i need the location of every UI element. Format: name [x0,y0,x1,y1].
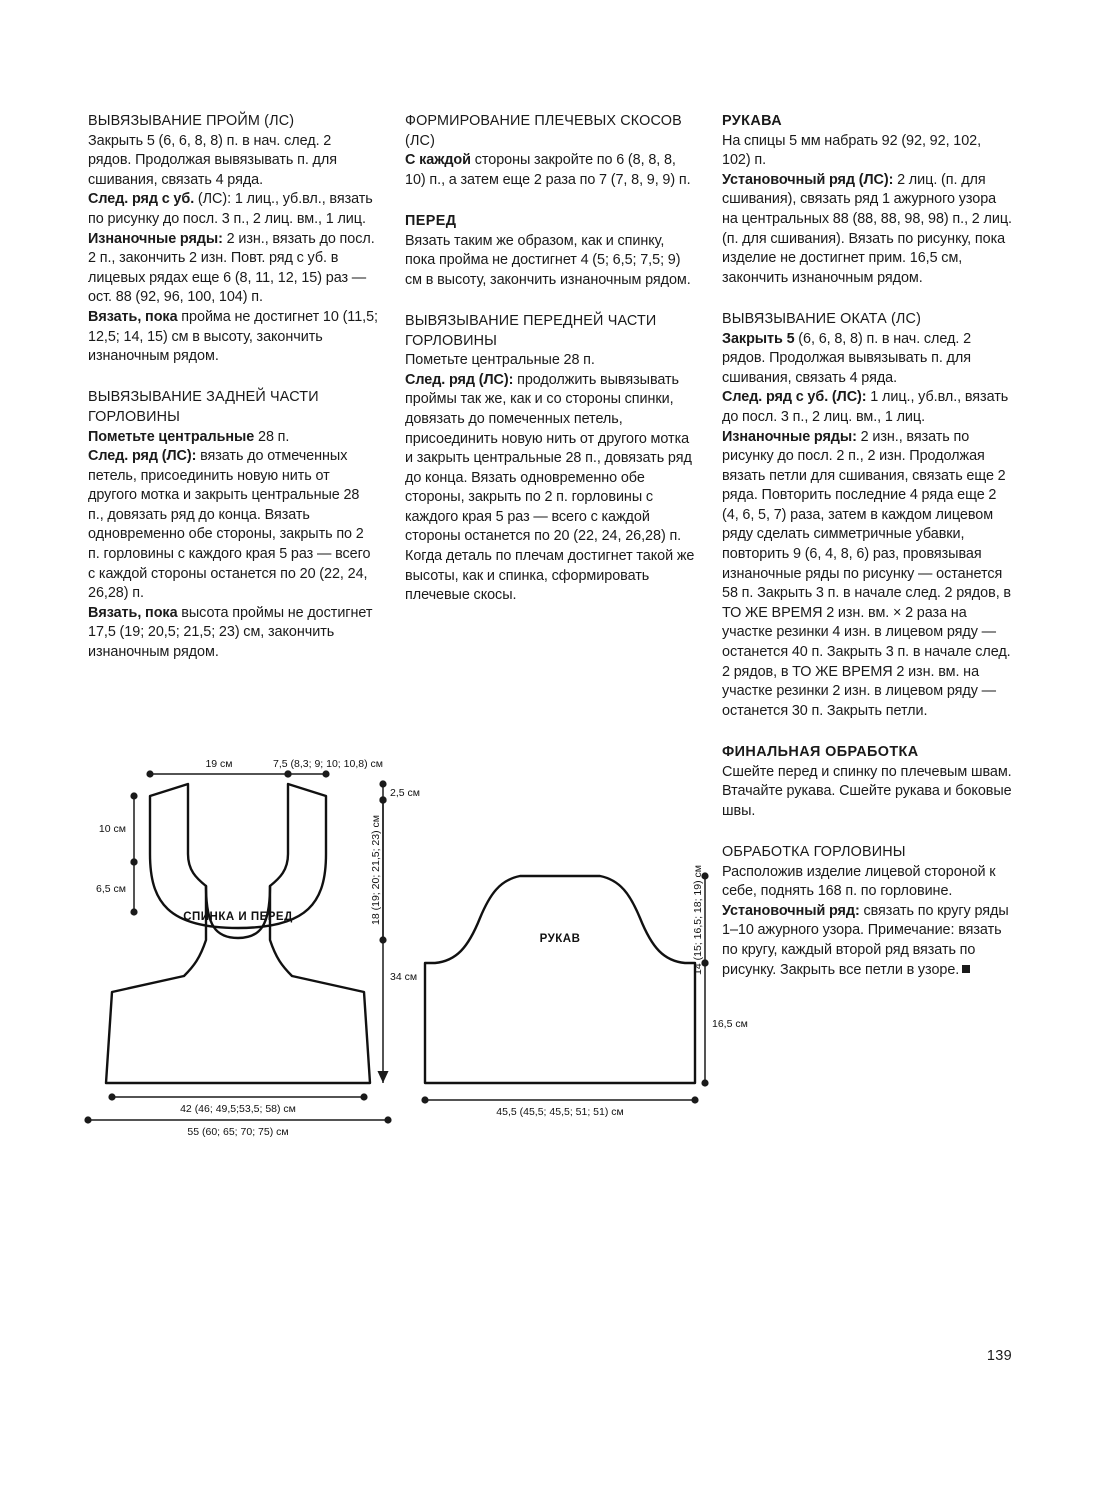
paragraph-lead: С каждой [405,152,471,169]
section-heading: ВЫВЯЗЫВАНИЕ ОКАТА (ЛС) [722,310,922,327]
paragraph-text: вязать до отмеченных петель, присоединить новую нить от другого мотка и закрыть центральные 28 п., довязать ряд до конца. Вязать одновременно обе стороны, закрыть по 2 п. горловины с каждого края 5 раз — всего с каждой стороны останется по 20 (22, 24, 26,28) п. [88,448,371,602]
paragraph-lead: Вязать, пока [88,604,178,621]
paragraph-text: Расположив изделие лицевой стороной к себе, поднять 168 п. по горловине. [722,863,996,900]
section-back-neck [88,388,378,662]
paragraph [88,428,378,448]
paragraph-text: Закрыть 5 (6, 6, 8, 8) п. в нач. след. 2 рядов. Продолжая вывязывать п. для сшивания, связать 4 ряда. [88,132,337,188]
paragraph [88,132,378,191]
section-heading: ПЕРЕД [405,212,457,229]
paragraph-lead: Изнаночные ряды: [722,428,857,445]
schematic-diagrams [88,752,748,1152]
paragraph [405,371,695,606]
paragraph [88,604,378,663]
paragraph-text: 28 п. [254,428,290,445]
dim-hem-width: 55 (60; 65; 70; 75) см [187,1126,289,1138]
page-number: 139 [986,1348,1012,1364]
dim-sleeve-length: 16,5 см [712,1018,748,1030]
section-heading: ОБРАБОТКА ГОРЛОВИНЫ [722,843,906,860]
section-spacer [405,192,695,212]
body-outline [106,784,370,1083]
paragraph-text: (ЛС): 1 лиц., уб.вл., вязать по рисунку до посл. 3 п., 2 лиц. вм., 1 лиц. [88,191,373,227]
section-sleeves [722,112,1013,288]
paragraph-text: связать по кругу ряды 1–10 ажурного узора. Примечание: вязать по кругу, каждый второй ряд вязать по рисунку. Закрыть все петли в узоре. [722,902,1009,978]
paragraph-text: продолжить вывязывать проймы так же, как и со стороны спинки, довязать до помеченных петель, присоединить новую нить от другого мотка и закрыть центральные 28 п., довязать ряд до конца. Вязать одновременно обе стороны, закрыть по 2 п. горловины с каждого края 5 раз — всего с каждой стороны останется по 20 (22, 24, 26,28) п. Когда деталь по плечам достигнет такой же высоты, как и спинка, сформировать плечевые скосы. [405,371,695,604]
paragraph-text: 2 изн., вязать по рисунку до посл. 2 п., 2 изн. Продолжая вязать петли для сшивания, связать еще 2 ряда. Повторить последние 4 ряда еще 2 (4, 6, 5, 7) раза, затем в каждом лицевом ряду сделать симметричные убавки, повторить 9 (6, 4, 8, 6) раз, провязывая изнаночные ряды по рисунку — останется 58 п. Закрыть 3 п. в начале след. 2 рядов, в ТО ЖЕ ВРЕМЯ 2 изн. вм. × 2 раза на участке резинки 4 изн. в лицевом ряду — останется 40 п. Закрыть 3 п. в начале след. 2 рядов, в ТО ЖЕ ВРЕМЯ 2 изн. вм. на участке резинки 2 изн. в лицевом ряду — останется 30 п. Закрыть петли. [722,428,1011,719]
paragraph [405,232,695,291]
section-sleeve-cap [722,310,1013,721]
paragraph-text: высота проймы не достигнет 17,5 (19; 20,5; 21,5; 23) см, закончить изнаночным рядом. [88,604,373,661]
dim-shoulder-width: 7,5 (8,3; 9; 10; 10,8) см [273,758,383,770]
paragraph-text: 2 лиц. (п. для сшивания), связать ряд 1 ажурного узора на центральных 88 (88, 88, 98, 98) п., 2 лиц. (п. для сшивания). Вязать по рисунку, пока изделие не достигнет прим. 16,5 см, закончить изнаночным рядом. [722,171,1012,286]
section-neckband [722,843,1013,980]
dim-upper-width: 42 (46; 49,5;53,5; 58) см [180,1103,296,1115]
paragraph-lead: След. ряд с уб. (ЛС): [722,389,867,406]
paragraph-lead: Установочный ряд (ЛС): [722,171,894,188]
paragraph [722,763,1013,822]
paragraph [88,308,378,367]
section-heading: РУКАВА [722,113,783,129]
paragraph-text: 2 изн., вязать до посл. 2 п., закончить 2 изн. Повт. ряд с уб. в лицевых рядах еще 6 (8, 11, 12, 15) раз — ост. 88 (92, 96, 100, 104) п. [88,230,375,306]
sleeve-schematic [425,865,748,1118]
dim-armhole-height: 18 (19; 20; 21,5; 23) см [370,815,382,925]
section-front [405,212,695,290]
section-shoulder-shaping [405,112,695,190]
section-heading: ФОРМИРОВАНИЕ ПЛЕЧЕВЫХ СКОСОВ (ЛС) [405,113,682,149]
paragraph-lead: Установочный ряд: [722,902,860,919]
paragraph-text: 1 лиц., уб.вл., вязать до посл. 3 п., 2 лиц. вм., 1 лиц. [722,389,1009,425]
body-schematic [88,758,420,1138]
paragraph-lead: След. ряд (ЛС): [405,371,514,388]
paragraph [722,388,1013,427]
section-spacer [722,823,1013,843]
paragraph-lead: Закрыть 5 [722,330,795,347]
section-spacer [405,292,695,312]
section-heading: ВЫВЯЗЫВАНИЕ ЗАДНЕЙ ЧАСТИ ГОРЛОВИНЫ [88,389,319,425]
column-3 [722,112,1013,982]
dim-body-length: 34 см [390,971,418,983]
paragraph [88,190,378,229]
paragraph-text: (6, 6, 8, 8) п. в нач. след. 2 рядов. Продолжая вывязывать п. для сшивания, связать 4 ряда. [722,330,972,386]
paragraph [722,902,1013,980]
paragraph-lead: Изнаночные ряды: [88,230,223,247]
dim-shoulder-slope: 2,5 см [390,787,420,799]
dim-armhole-depth: 10 см [98,823,126,835]
paragraph [722,330,1013,389]
column-1 [88,112,378,665]
section-spacer [722,723,1013,743]
paragraph [722,428,1013,722]
section-front-neck [405,312,695,606]
paragraph [722,863,1013,902]
paragraph-text: стороны закройте по 6 (8, 8, 8, 10) п., а затем еще 2 раза по 7 (7, 8, 9, 9) п. [405,152,691,188]
paragraph [405,151,695,190]
paragraph-text: Пометьте центральные 28 п. [405,352,595,369]
sleeve-outline [425,876,695,1083]
dim-neck-depth: 6,5 см [96,883,126,895]
paragraph-lead: След. ряд (ЛС): [88,448,197,465]
paragraph [722,132,1013,171]
paragraph [88,230,378,308]
section-spacer [88,369,378,389]
end-of-article-mark [962,965,970,973]
paragraph-text: Вязать таким же образом, как и спинку, пока пройма не достигнет 4 (5; 6,5; 7,5; 9) см в высоту, закончить изнаночным рядом. [405,232,691,288]
dim-cap-height: 14 (15; 16,5; 18; 19) см [692,865,704,975]
paragraph-lead: Пометьте центральные [88,428,255,445]
paragraph-text: пройма не достигнет 10 (11,5; 12,5; 14, 15) см в высоту, закончить изнаночным рядом. [88,308,378,365]
section-spacer [722,290,1013,310]
paragraph-lead: След. ряд с уб. [88,191,195,208]
section-armholes [88,112,378,367]
paragraph [722,171,1013,289]
column-2 [405,112,695,608]
section-finishing [722,743,1013,821]
section-heading: ФИНАЛЬНАЯ ОБРАБОТКА [722,744,919,760]
section-heading: ВЫВЯЗЫВАНИЕ ПРОЙМ (ЛС) [88,113,295,129]
paragraph-lead: Вязать, пока [88,308,178,325]
sleeve-label: РУКАВ [539,933,581,945]
paragraph-text: На спицы 5 мм набрать 92 (92, 92, 102, 102) п. [722,132,982,169]
dim-shoulder-to-neck: 19 см [205,758,233,770]
paragraph [405,351,695,371]
paragraph-text: Сшейте перед и спинку по плечевым швам. Втачайте рукава. Сшейте рукава и боковые швы. [722,763,1012,819]
body-label: СПИНКА И ПЕРЕД [183,911,293,923]
section-heading: ВЫВЯЗЫВАНИЕ ПЕРЕДНЕЙ ЧАСТИ ГОРЛОВИНЫ [405,312,657,349]
dim-cuff-width: 45,5 (45,5; 45,5; 51; 51) см [496,1106,624,1118]
paragraph [88,447,378,604]
